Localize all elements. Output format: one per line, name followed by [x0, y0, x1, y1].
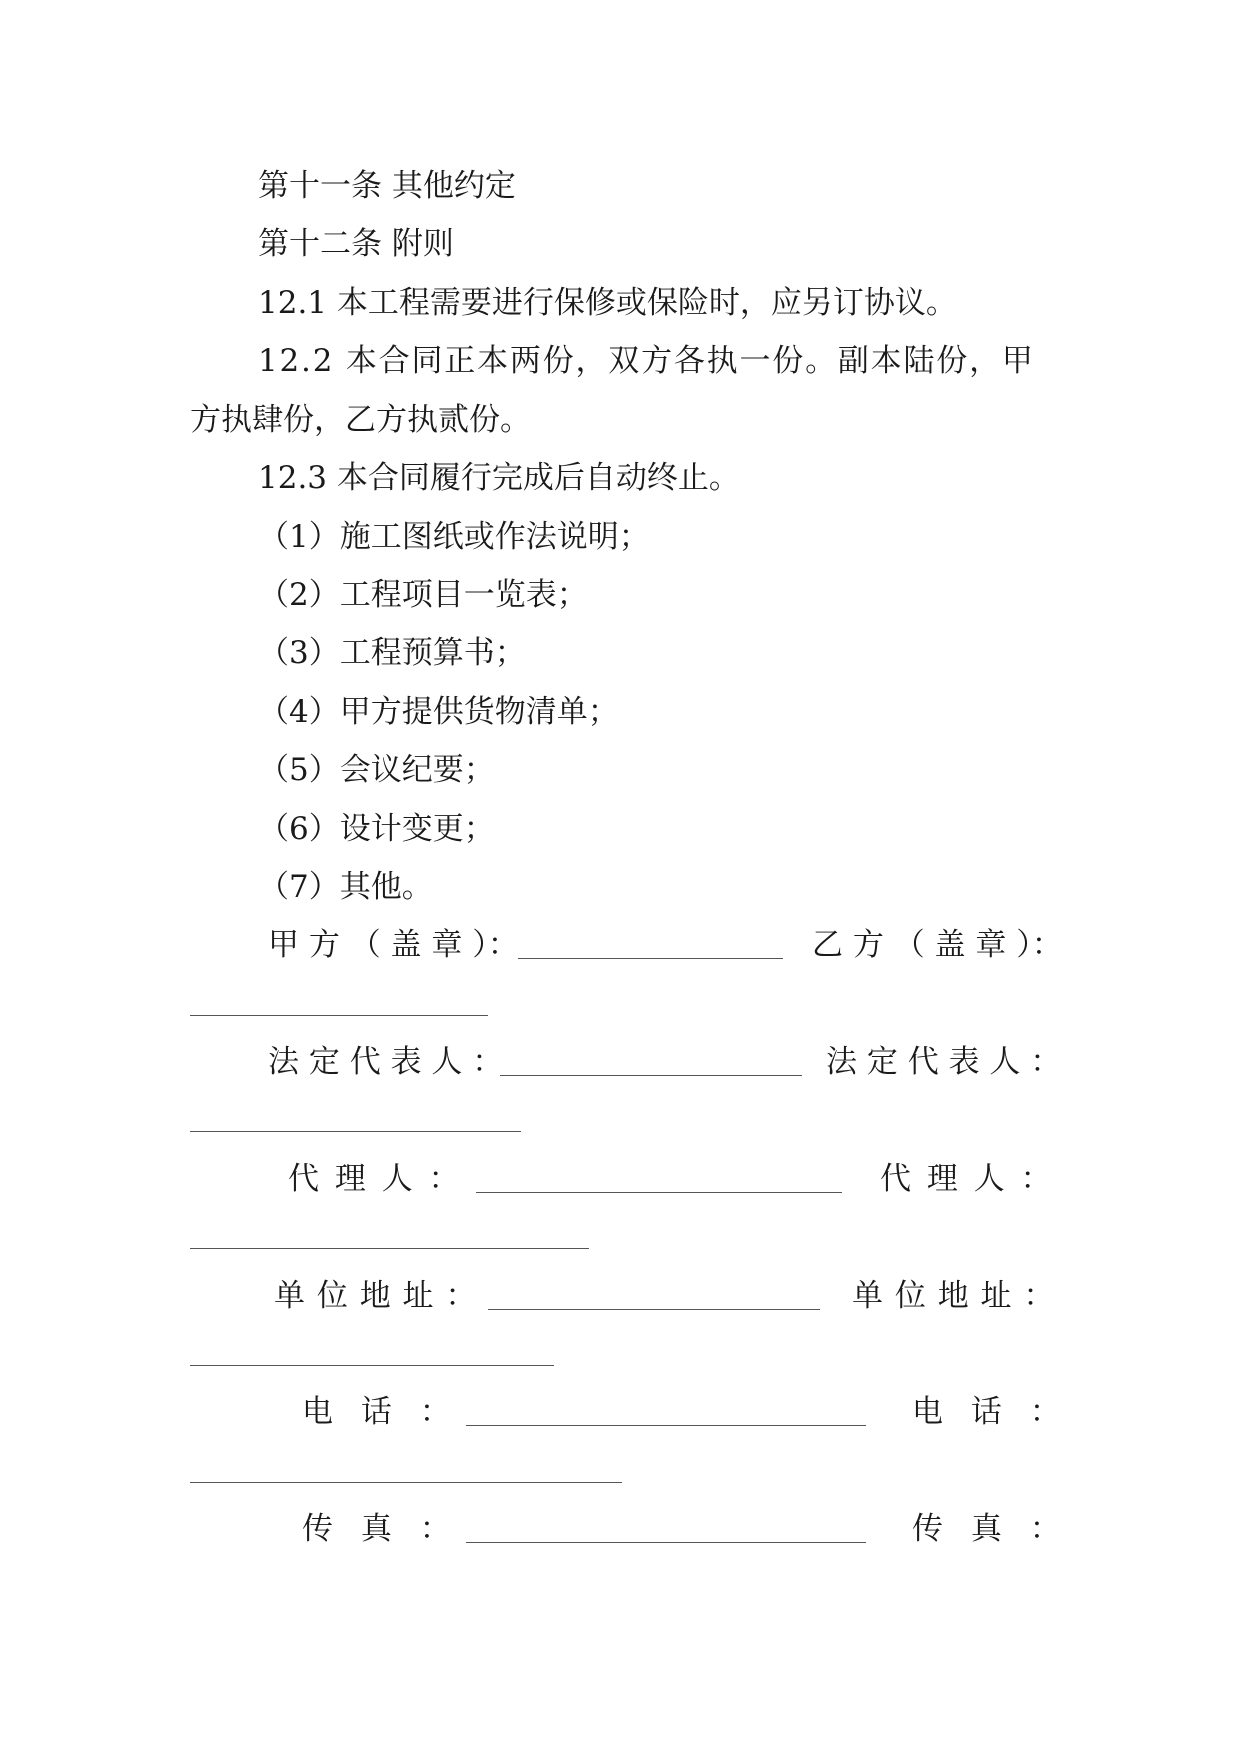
party-a-telephone-label: 电 话 ：: [302, 1394, 451, 1430]
attachment-item: （6）设计变更；: [258, 811, 495, 847]
party-b-agent-label: 代 理 人 ：: [880, 1161, 1052, 1197]
party-a-address-label: 单 位 地 址 ：: [274, 1278, 477, 1314]
party-b-representative-label: 法 定 代 表 人 ：: [826, 1044, 1062, 1080]
signature-row-telephone: [190, 1392, 1061, 1432]
attachment-item: （7）其他。: [258, 869, 433, 905]
signature-row-agent: [190, 1159, 1052, 1199]
party-b-seal-blank: [190, 1015, 488, 1016]
signature-row-representative: [190, 1042, 1062, 1082]
clause-12-2-line2: 方执肆份，乙方执贰份。: [190, 402, 531, 438]
party-a-agent-blank: [476, 1192, 842, 1193]
signature-row-fax: [190, 1509, 1061, 1549]
party-b-representative-blank: [190, 1131, 521, 1132]
attachment-item: （5）会议纪要；: [258, 752, 495, 788]
party-a-fax-blank: [466, 1542, 866, 1543]
party-b-fax-label: 传 真 ：: [912, 1511, 1061, 1547]
attachment-item: （2）工程项目一览表；: [258, 577, 588, 613]
party-a-seal-label: 甲 方 （ 盖 章 ）：: [268, 927, 519, 963]
party-a-representative-label: 法 定 代 表 人 ：: [268, 1044, 504, 1080]
party-b-address-blank: [190, 1365, 554, 1366]
attachment-item: （3）工程预算书；: [258, 635, 526, 671]
signature-row-address: [190, 1276, 1055, 1316]
party-a-agent-label: 代 理 人 ：: [288, 1161, 460, 1197]
party-b-telephone-label: 电 话 ：: [912, 1394, 1061, 1430]
clause-12-3: 12.3 本合同履行完成后自动终止。: [258, 460, 740, 496]
party-a-telephone-blank: [466, 1425, 866, 1426]
signature-row-seal: [190, 925, 1063, 965]
clause-12-2-line1: 12.2 本合同正本两份，双方各执一份。副本陆份，甲: [258, 343, 1035, 379]
party-a-seal-blank: [518, 958, 783, 959]
party-a-representative-blank: [500, 1075, 802, 1076]
clause-12-1: 12.1 本工程需要进行保修或保险时，应另订协议。: [258, 285, 957, 321]
party-b-address-label: 单 位 地 址 ：: [852, 1278, 1055, 1314]
party-a-fax-label: 传 真 ：: [302, 1511, 451, 1547]
attachment-item: （4）甲方提供货物清单；: [258, 694, 619, 730]
party-b-seal-label: 乙 方 （ 盖 章 ）：: [812, 927, 1063, 963]
article-12-heading: 第十二条 附则: [258, 226, 454, 262]
party-a-address-blank: [488, 1309, 820, 1310]
party-b-agent-blank: [190, 1248, 589, 1249]
attachment-item: （1）施工图纸或作法说明；: [258, 519, 650, 555]
article-11-heading: 第十一条 其他约定: [258, 168, 516, 204]
party-b-telephone-blank: [190, 1482, 622, 1483]
